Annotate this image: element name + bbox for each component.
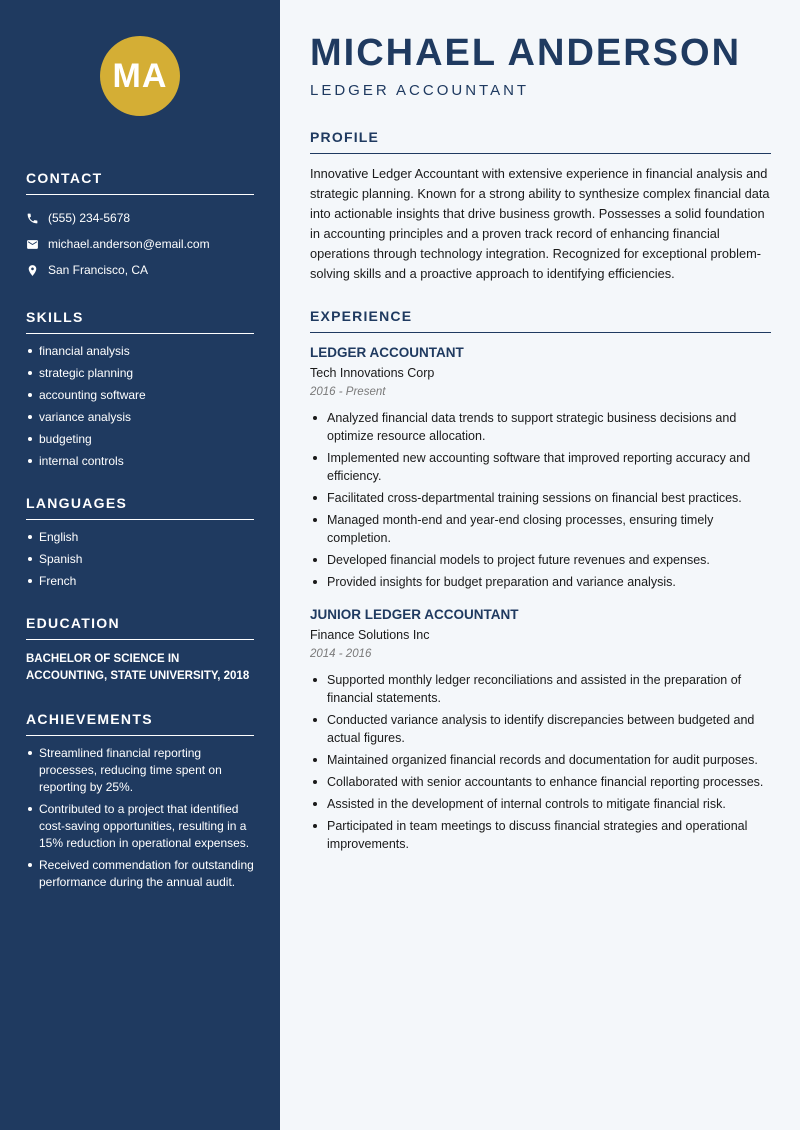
job-bullet: Participated in team meetings to discuss financial strategies and operational improvements.	[310, 817, 771, 853]
job-dates: 2016 - Present	[310, 386, 386, 398]
job-role: LEDGER ACCOUNTANT	[310, 345, 464, 360]
language-item: English	[26, 529, 254, 545]
job-bullet: Collaborated with senior accountants to enhance financial reporting processes.	[310, 773, 771, 791]
sidebar	[0, 0, 280, 1130]
achievements-heading: ACHIEVEMENTS	[26, 711, 254, 736]
education-degree: BACHELOR OF SCIENCE IN ACCOUNTING, STATE UNIVERSITY, 2018	[26, 653, 250, 682]
job-company: Tech Innovations Corp	[310, 366, 435, 380]
contact-email[interactable]	[26, 231, 254, 257]
email-icon	[26, 238, 39, 251]
job-bullet: Provided insights for budget preparation and variance analysis.	[310, 573, 771, 591]
skill-item: accounting software	[26, 387, 254, 403]
achievements-list	[26, 745, 254, 891]
skill-item: budgeting	[26, 431, 254, 447]
person-title: LEDGER ACCOUNTANT	[310, 82, 530, 99]
skills-section	[26, 309, 254, 469]
language-item: Spanish	[26, 551, 254, 567]
job-bullet: Developed financial models to project future revenues and expenses.	[310, 551, 771, 569]
job-dates: 2014 - 2016	[310, 648, 372, 660]
job-bullet: Supported monthly ledger reconciliations and assisted in the preparation of financial statements.	[310, 671, 771, 707]
job-entry	[310, 345, 771, 591]
job-bullets	[310, 409, 771, 591]
achievement-item: Contributed to a project that identified cost-saving opportunities, resulting in a 15% reduction in operational expenses.	[26, 801, 254, 852]
phone-icon	[26, 212, 39, 225]
location-text: San Francisco, CA	[48, 263, 149, 277]
job-bullet: Maintained organized financial records and documentation for audit purposes.	[310, 751, 771, 769]
experience-section	[310, 308, 771, 853]
experience-heading: EXPERIENCE	[310, 308, 771, 333]
education-heading: EDUCATION	[26, 615, 254, 640]
main-content	[280, 0, 800, 1130]
profile-section	[310, 129, 771, 284]
languages-section	[26, 495, 254, 589]
contact-phone[interactable]	[26, 205, 254, 231]
achievement-item: Streamlined financial reporting processes, reducing time spent on reporting by 25%.	[26, 745, 254, 796]
contact-location	[26, 257, 254, 283]
skill-item: strategic planning	[26, 365, 254, 381]
profile-heading: PROFILE	[310, 129, 771, 154]
job-bullet: Facilitated cross-departmental training sessions on financial best practices.	[310, 489, 771, 507]
languages-heading: LANGUAGES	[26, 495, 254, 520]
skill-item: financial analysis	[26, 343, 254, 359]
email-text: michael.anderson@email.com	[48, 237, 210, 251]
phone-text: (555) 234-5678	[48, 211, 131, 225]
job-bullet: Analyzed financial data trends to support strategic business decisions and optimize resource allocation.	[310, 409, 771, 445]
language-item: French	[26, 573, 254, 589]
avatar: MA	[100, 36, 180, 116]
contact-list	[26, 205, 254, 283]
job-bullet: Conducted variance analysis to identify discrepancies between budgeted and actual figures.	[310, 711, 771, 747]
job-role: JUNIOR LEDGER ACCOUNTANT	[310, 607, 519, 622]
job-bullet: Implemented new accounting software that improved reporting accuracy and efficiency.	[310, 449, 771, 485]
person-name: MICHAEL ANDERSON	[310, 32, 742, 74]
job-entry	[310, 607, 771, 853]
achievement-item: Received commendation for outstanding performance during the annual audit.	[26, 857, 254, 891]
skill-item: variance analysis	[26, 409, 254, 425]
contact-section	[26, 170, 254, 283]
skills-heading: SKILLS	[26, 309, 254, 334]
languages-list	[26, 529, 254, 589]
location-pin-icon	[26, 264, 39, 277]
profile-text: Innovative Ledger Accountant with extensive experience in financial analysis and strategic planning. Known for a strong ability to synthesize complex financial data into actionable insights that drive business growth. Possesses a solid foundation in accounting principles and a proven track record of enhancing financial operations through technology integration. Recognized for exceptional problem-solving skills and a proactive approach to identifying efficiencies.	[310, 166, 770, 281]
skill-item: internal controls	[26, 453, 254, 469]
education-section	[26, 615, 254, 685]
job-company: Finance Solutions Inc	[310, 628, 430, 642]
contact-heading: CONTACT	[26, 170, 254, 195]
achievements-section	[26, 711, 254, 891]
job-bullet: Assisted in the development of internal controls to mitigate financial risk.	[310, 795, 771, 813]
job-bullet: Managed month-end and year-end closing processes, ensuring timely completion.	[310, 511, 771, 547]
job-bullets	[310, 671, 771, 853]
skills-list	[26, 343, 254, 469]
